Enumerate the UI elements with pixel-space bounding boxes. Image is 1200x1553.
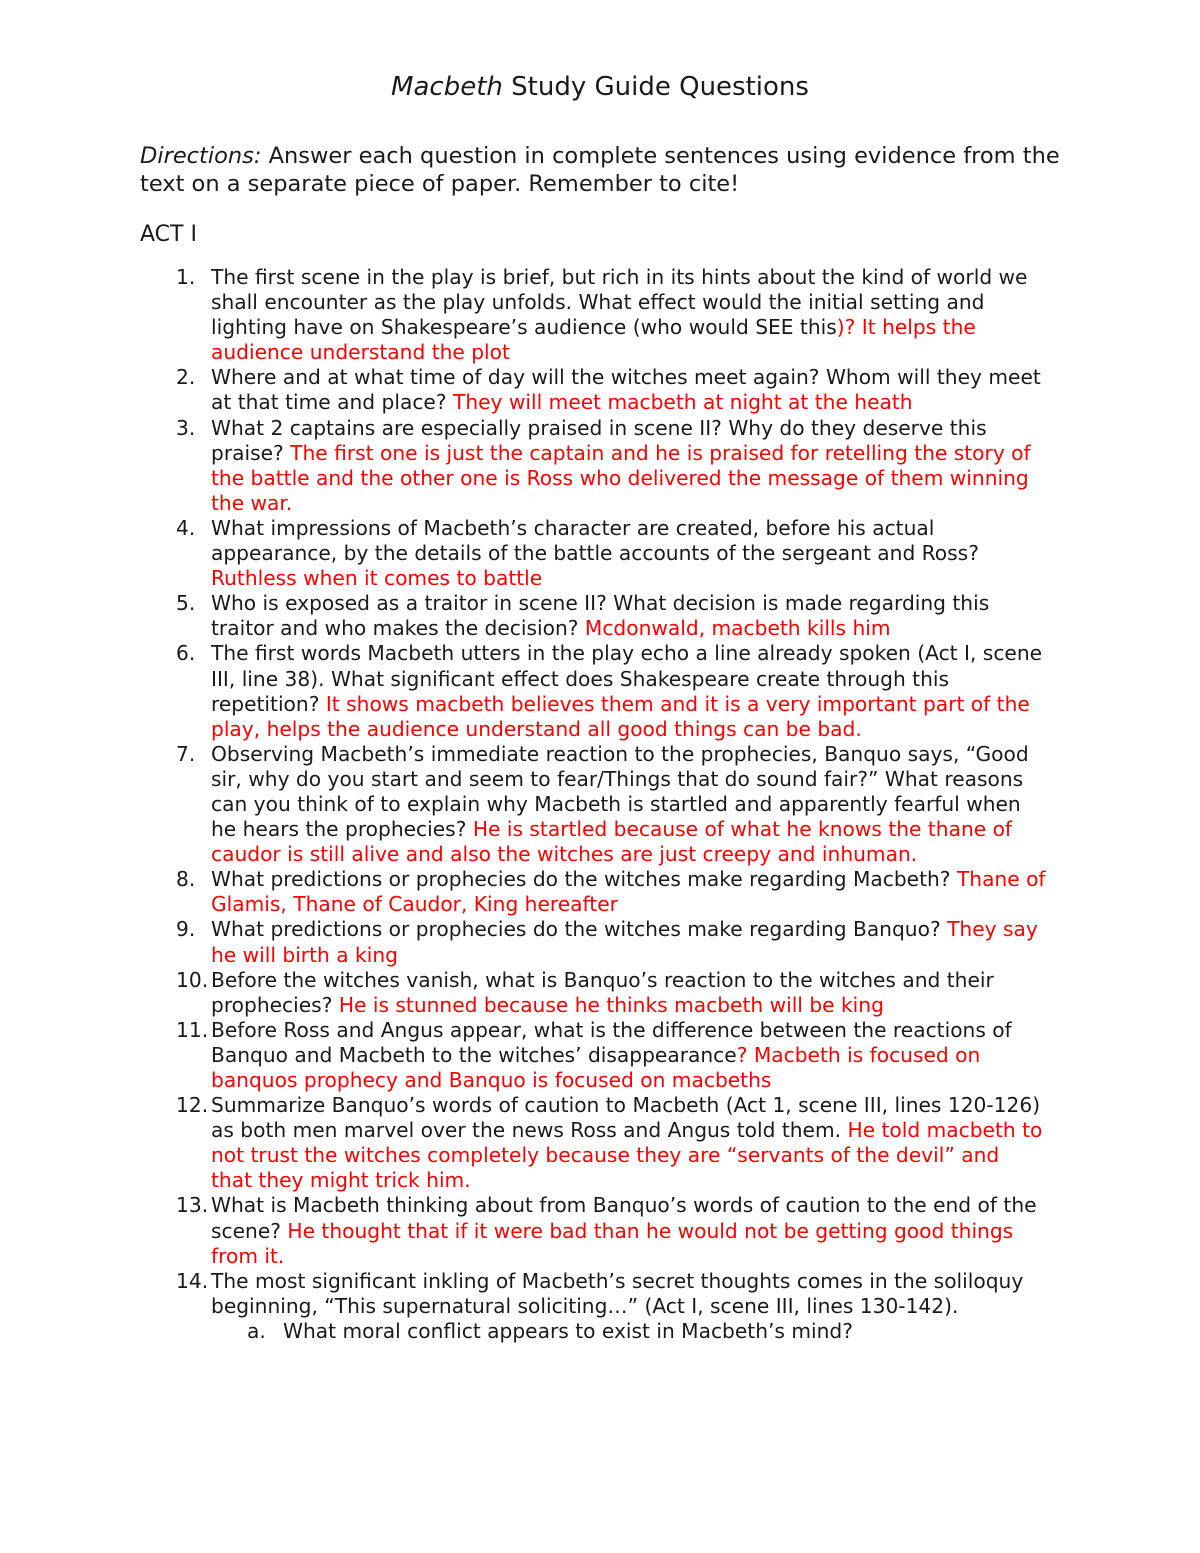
- question-number: 1.: [176, 265, 196, 289]
- question-number: 14.: [176, 1268, 209, 1293]
- question-text: What predictions or prophecies do the witches make regarding Banquo?: [211, 917, 948, 942]
- question-item-10: [0, 968, 1046, 1018]
- question-item-14: [0, 1269, 1046, 1344]
- title-play-name: Macbeth: [391, 72, 503, 102]
- question-number: 3.: [176, 415, 196, 440]
- question-number: 9.: [176, 917, 196, 942]
- answer-text: They will meet macbeth at night at the heath: [452, 390, 913, 415]
- answer-text: It shows macbeth believes them and it is a very important part of the play, helps the audience understand all good things can be bad.: [211, 691, 1030, 741]
- answer-text: He thought that if it were bad than he would not be getting good things from it.: [211, 1218, 1014, 1268]
- question-item-8: [0, 867, 1046, 917]
- question-number: 4.: [176, 515, 196, 540]
- question-number: 10.: [176, 967, 209, 992]
- question-item-11: [0, 1018, 1046, 1093]
- page-title: [0, 70, 1200, 104]
- directions-paragraph: [140, 142, 1080, 198]
- answer-text: He is startled because of what he knows the thane of caudor is still alive and also the witches are just creepy and inhuman.: [211, 817, 1013, 867]
- directions-text: Answer each question in complete sentences using evidence from the text on a separate piece of paper. Remember to cite!: [140, 143, 1060, 197]
- question-text: Where and at what time of day will the witches meet again? Whom will they meet at that time and place?: [211, 365, 1041, 415]
- question-text: The first scene in the play is brief, but rich in its hints about the kind of world we shall encounter as the play unfolds. What effect would the initial setting and lighting have on Shakespeare’s audience (who would SEE this: [211, 265, 1028, 340]
- question-number: 8.: [176, 867, 196, 892]
- question-item-2: [0, 365, 1046, 415]
- question-text: What 2 captains are especially praised in scene II? Why do they deserve this praise?: [211, 415, 987, 465]
- question-item-1: [0, 265, 1046, 365]
- question-number: 6.: [176, 641, 196, 666]
- question-text: What is Macbeth thinking about from Banquo’s words of caution to the end of the scene?: [211, 1193, 1037, 1243]
- question-item-3: [0, 416, 1046, 516]
- question-item-5: [0, 591, 1046, 641]
- question-item-6: [0, 641, 1046, 741]
- question-text: Before Ross and Angus appear, what is the difference between the reactions of Banquo and Macbeth to the witches’ disappearance: [211, 1017, 1012, 1067]
- answer-text: Thane of Glamis, Thane of Caudor, King hereafter: [211, 867, 1046, 917]
- question-item-7: [0, 742, 1046, 867]
- question-number: 11.: [176, 1017, 209, 1042]
- sub-question-text: What moral conflict appears to exist in Macbeth’s mind?: [283, 1318, 853, 1343]
- answer-text: He is stunned because he thinks macbeth will be king: [338, 992, 884, 1017]
- question-text: Summarize Banquo’s words of caution to Macbeth (Act 1, scene III, lines 120-126) as both men marvel over the news Ross and Angus told them.: [211, 1093, 1041, 1143]
- question-number: 7.: [176, 741, 196, 766]
- question-text: The first words Macbeth utters in the play echo a line already spoken (Act I, scene III, line 38). What significant effect does Shakespeare create through this repetition?: [211, 641, 1043, 716]
- question-text: Before the witches vanish, what is Banquo’s reaction to the witches and their prophecies?: [211, 967, 994, 1017]
- sub-question-label: a.: [247, 1318, 266, 1343]
- directions-label: Directions:: [140, 143, 262, 169]
- answer-text: )? It helps the audience understand the plot: [211, 315, 976, 365]
- question-list: [0, 265, 1200, 1344]
- question-number: 5.: [176, 591, 196, 616]
- question-text: What predictions or prophecies do the witches make regarding Macbeth?: [211, 867, 957, 892]
- question-number: 2.: [176, 365, 196, 390]
- question-number: 13.: [176, 1193, 209, 1218]
- question-item-13: [0, 1193, 1046, 1268]
- answer-text: Mcdonwald, macbeth kills him: [584, 616, 891, 641]
- answer-text: Ruthless when it comes to battle: [211, 566, 543, 591]
- act-heading: ACT I: [140, 222, 197, 247]
- question-number: 12.: [176, 1093, 209, 1118]
- answer-text: The first one is just the captain and he is praised for retelling the story of the battle and the other one is Ross who delivered the message of them winning the war.: [211, 440, 1031, 515]
- title-rest: Study Guide Questions: [502, 72, 809, 102]
- question-text: Observing Macbeth’s immediate reaction to the prophecies, Banquo says, “Good sir, why do you start and seem to fear/Things that do sound fair?” What reasons can you think of to explain why Macbeth is startled and apparently fearful when he hears the prophecies?: [211, 741, 1029, 842]
- question-item-4: [0, 516, 1046, 591]
- question-text: The most significant inkling of Macbeth’s secret thoughts comes in the soliloquy beginning, “This supernatural soliciting…” (Act I, scene III, lines 130-142).: [211, 1268, 1024, 1318]
- answer-text: He told macbeth to not trust the witches completely because they are “servants of the devil” and that they might trick him.: [211, 1118, 1043, 1193]
- question-text: Who is exposed as a traitor in scene II? What decision is made regarding this traitor and who makes the decision?: [211, 591, 990, 641]
- sub-question-item-a: [211, 1319, 1046, 1344]
- question-item-12: [0, 1093, 1046, 1193]
- sub-question-list: [211, 1319, 1046, 1344]
- question-text: What impressions of Macbeth’s character are created, before his actual appearance, by the details of the battle accounts of the sergeant and Ross?: [211, 515, 979, 566]
- question-item-9: [0, 917, 1046, 967]
- answer-text: They say he will birth a king: [211, 917, 1038, 967]
- answer-text: ? Macbeth is focused on banquos prophecy and Banquo is focused on macbeths: [211, 1042, 981, 1092]
